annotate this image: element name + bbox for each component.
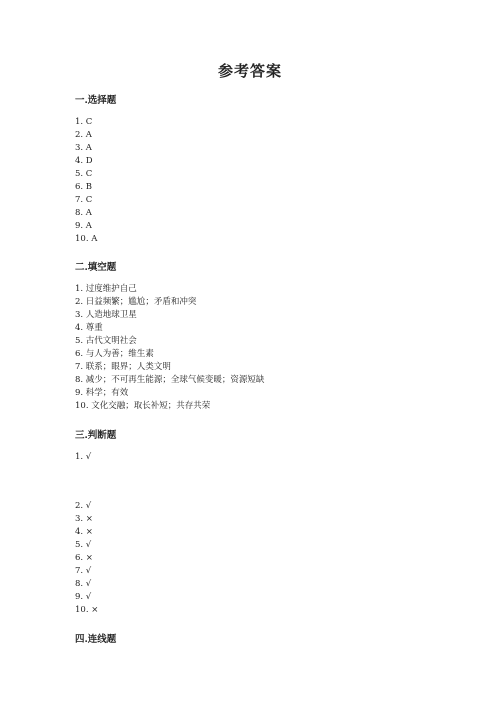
choice-answer-3: 3. A: [75, 143, 92, 153]
choice-answer-8: 8. A: [75, 208, 92, 218]
fill-answer-4: 4. 尊重: [75, 323, 103, 333]
fill-answer-8: 8. 减少；不可再生能源；全球气候变暖；资源短缺: [75, 375, 265, 385]
choice-answer-5: 5. C: [75, 169, 93, 179]
fill-answer-9: 9. 科学；有效: [75, 388, 129, 398]
fill-answer-2: 2. 日益频繁；尴尬；矛盾和冲突: [75, 297, 197, 307]
fill-answer-5: 5. 古代文明社会: [75, 336, 137, 346]
section-heading-fill-blank: 二.填空题: [75, 262, 117, 273]
section-heading-choice: 一.选择题: [75, 95, 117, 106]
judge-answer-6: 6. ×: [75, 553, 93, 563]
section-heading-true-false: 三.判断题: [75, 430, 117, 441]
fill-answer-1: 1. 过度维护自己: [75, 284, 137, 294]
choice-answer-2: 2. A: [75, 130, 92, 140]
fill-answer-6: 6. 与人为善；维生素: [75, 349, 154, 359]
choice-answer-4: 4. D: [75, 156, 93, 166]
page-title: 参考答案: [217, 62, 282, 80]
fill-answer-10: 10. 文化交融；取长补短；共存共荣: [75, 401, 211, 411]
judge-answer-2: 2. √: [75, 501, 92, 511]
fill-answer-3: 3. 人造地球卫星: [75, 310, 137, 320]
choice-answer-9: 9. A: [75, 221, 92, 231]
judge-answer-3: 3. ×: [75, 514, 93, 524]
fill-answer-7: 7. 联系；眼界；人类文明: [75, 362, 171, 372]
judge-answer-9: 9. √: [75, 592, 92, 602]
judge-answer-1: 1. √: [75, 452, 92, 462]
section-heading-matching: 四.连线题: [75, 634, 117, 645]
choice-answer-1: 1. C: [75, 117, 93, 127]
judge-answer-5: 5. √: [75, 540, 92, 550]
judge-answer-10: 10. ×: [75, 605, 99, 615]
judge-answer-4: 4. ×: [75, 527, 93, 537]
choice-answer-6: 6. B: [75, 182, 93, 192]
choice-answer-7: 7. C: [75, 195, 93, 205]
judge-answer-7: 7. √: [75, 566, 92, 576]
choice-answer-10: 10. A: [75, 234, 98, 244]
judge-answer-8: 8. √: [75, 579, 92, 589]
